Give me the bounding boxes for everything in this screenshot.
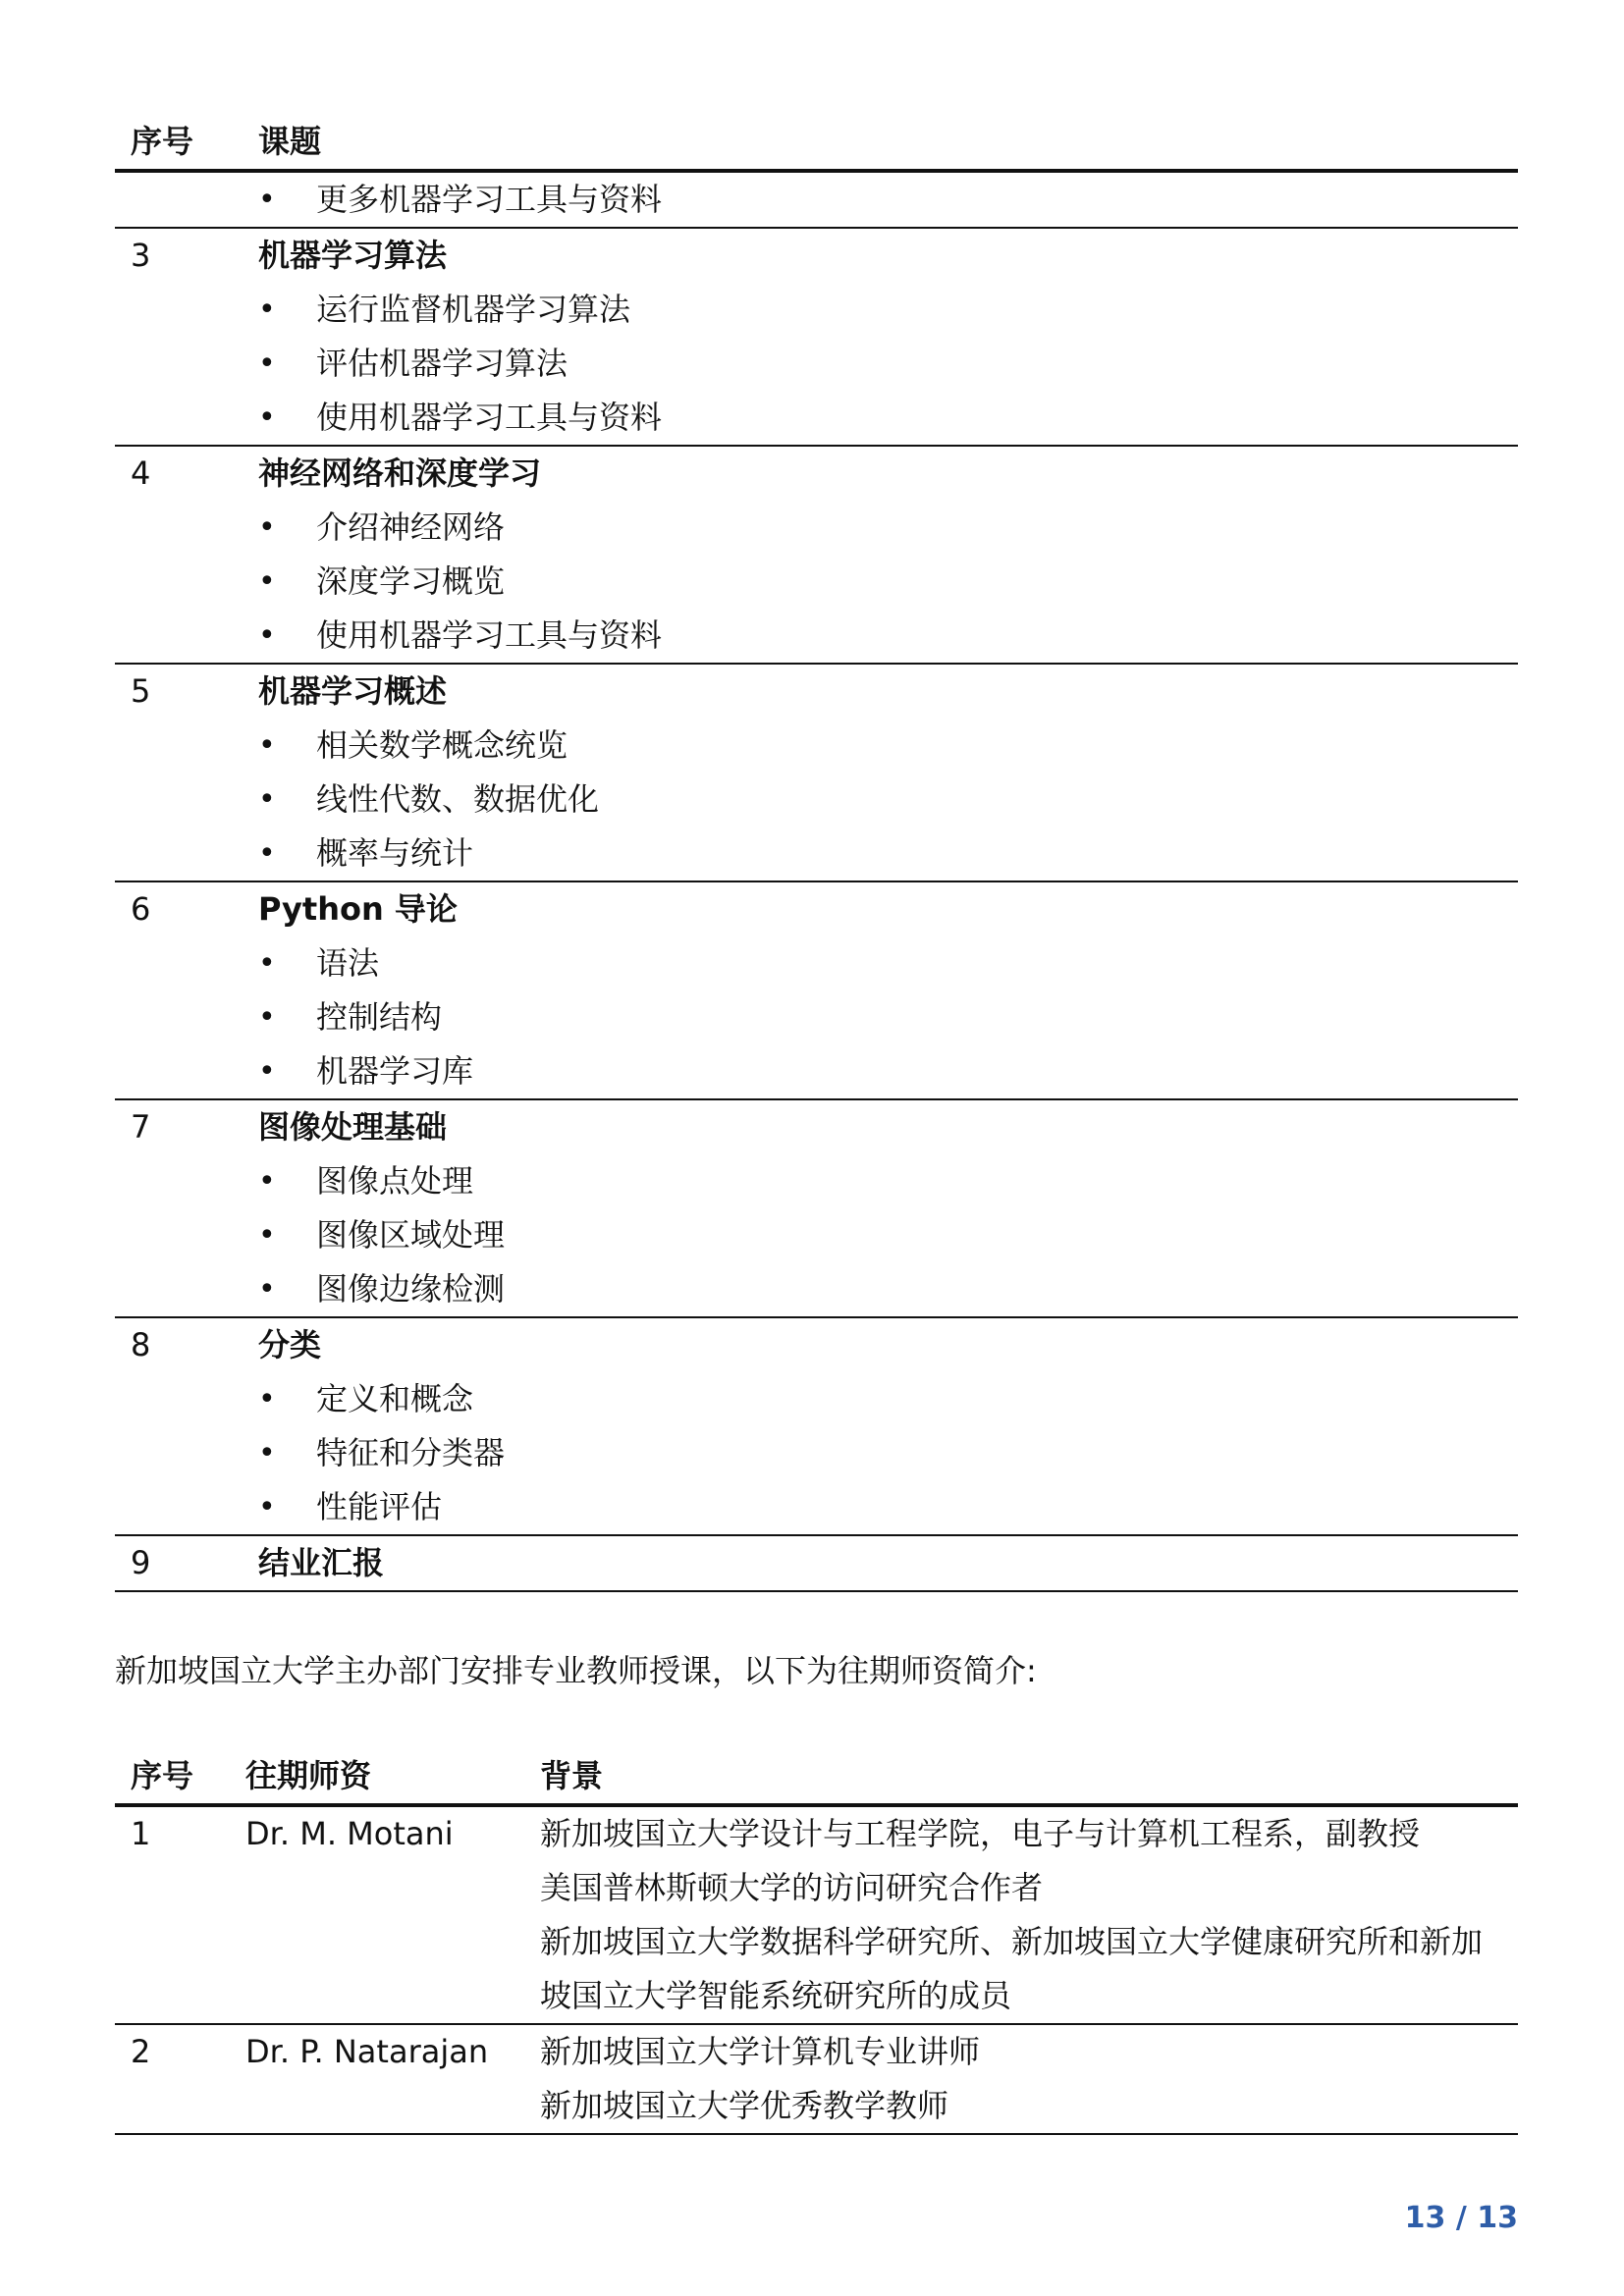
list-item-text: 概率与统计 xyxy=(316,834,474,872)
list-item xyxy=(115,283,1518,337)
list-item xyxy=(115,990,1518,1044)
list-item-text: 评估机器学习算法 xyxy=(316,345,568,382)
row-number: 9 xyxy=(131,1544,151,1581)
list-item-text: 更多机器学习工具与资料 xyxy=(316,181,663,218)
row-topic: 分类 xyxy=(258,1326,322,1363)
list-item xyxy=(115,1372,1518,1426)
background-line: 新加坡国立大学数据科学研究所、新加坡国立大学健康研究所和新加 xyxy=(540,1923,1484,1960)
list-item-text: 特征和分类器 xyxy=(316,1434,506,1471)
row-line xyxy=(115,2025,1518,2079)
list-item-text: 介绍神经网络 xyxy=(316,508,506,546)
list-item-text: 语法 xyxy=(316,944,380,982)
list-item xyxy=(115,173,1518,227)
table-header xyxy=(115,1752,1518,1807)
bullet-icon: • xyxy=(258,618,276,653)
background-line: 新加坡国立大学计算机专业讲师 xyxy=(540,2033,981,2070)
list-item-text: 机器学习库 xyxy=(316,1052,474,1090)
list-item-text: 控制结构 xyxy=(316,998,443,1036)
table-row xyxy=(115,1318,1518,1536)
row-line xyxy=(115,2079,1518,2133)
table-header xyxy=(115,118,1518,173)
bullet-icon: • xyxy=(258,1490,276,1524)
faculty-intro-text: 新加坡国立大学主办部门安排专业教师授课，以下为往期师资简介: xyxy=(115,1652,1037,1689)
teacher-name: Dr. P. Natarajan xyxy=(245,2033,489,2070)
background-line: 新加坡国立大学优秀教学教师 xyxy=(540,2087,949,2124)
row-line xyxy=(115,1861,1518,1915)
list-item xyxy=(115,1208,1518,1262)
row-line xyxy=(115,1915,1518,1969)
row-heading xyxy=(115,1100,1518,1154)
bullet-icon: • xyxy=(258,564,276,599)
table-row xyxy=(115,447,1518,665)
bullet-icon: • xyxy=(258,1272,276,1307)
header-num: 序号 xyxy=(131,123,194,160)
row-number: 4 xyxy=(131,454,151,492)
row-number: 3 xyxy=(131,237,151,274)
list-item xyxy=(115,1426,1518,1480)
bullet-icon: • xyxy=(258,836,276,871)
row-topic: 机器学习算法 xyxy=(258,237,448,274)
bullet-icon: • xyxy=(258,510,276,545)
header-teacher: 往期师资 xyxy=(245,1757,372,1794)
row-number: 5 xyxy=(131,672,151,710)
bullet-icon: • xyxy=(258,1382,276,1416)
list-item-text: 图像点处理 xyxy=(316,1162,474,1200)
list-item-text: 深度学习概览 xyxy=(316,562,506,600)
table-row xyxy=(115,1807,1518,2025)
row-topic: Python 导论 xyxy=(258,890,458,928)
table-row xyxy=(115,2025,1518,2135)
list-item xyxy=(115,501,1518,555)
table-row xyxy=(115,1100,1518,1318)
list-item-text: 图像边缘检测 xyxy=(316,1270,506,1308)
row-heading xyxy=(115,665,1518,719)
faculty-table xyxy=(115,1752,1518,2135)
list-item xyxy=(115,719,1518,773)
table-row xyxy=(115,229,1518,447)
row-number: 6 xyxy=(131,890,151,928)
background-line: 新加坡国立大学设计与工程学院，电子与计算机工程系，副教授 xyxy=(540,1815,1421,1852)
bullet-icon: • xyxy=(258,400,276,435)
row-number: 7 xyxy=(131,1108,151,1146)
list-item-text: 定义和概念 xyxy=(316,1380,474,1417)
bullet-icon: • xyxy=(258,1054,276,1089)
list-item xyxy=(115,936,1518,990)
bullet-icon: • xyxy=(258,946,276,981)
bullet-icon: • xyxy=(258,782,276,817)
bullet-icon: • xyxy=(258,728,276,763)
bullet-icon: • xyxy=(258,293,276,327)
header-background: 背景 xyxy=(540,1757,604,1794)
page-number: 13 / 13 xyxy=(1404,2201,1518,2235)
list-item xyxy=(115,827,1518,881)
list-item xyxy=(115,555,1518,609)
bullet-icon: • xyxy=(258,347,276,381)
list-item-text: 线性代数、数据优化 xyxy=(316,780,600,818)
row-number: 1 xyxy=(131,1815,151,1852)
row-heading xyxy=(115,1318,1518,1372)
list-item-text: 性能评估 xyxy=(316,1488,443,1525)
list-item-text: 使用机器学习工具与资料 xyxy=(316,616,663,654)
row-topic: 神经网络和深度学习 xyxy=(258,454,542,492)
header-num: 序号 xyxy=(131,1757,194,1794)
list-item-text: 相关数学概念统览 xyxy=(316,726,568,764)
list-item xyxy=(115,1262,1518,1316)
table-row xyxy=(115,1536,1518,1592)
row-number: 8 xyxy=(131,1326,151,1363)
course-topics-table xyxy=(115,118,1518,1592)
bullet-icon: • xyxy=(258,1164,276,1199)
bullet-icon: • xyxy=(258,1436,276,1470)
row-line xyxy=(115,1807,1518,1861)
list-item xyxy=(115,1044,1518,1098)
teacher-name: Dr. M. Motani xyxy=(245,1815,454,1852)
table-row-continuation xyxy=(115,173,1518,229)
bullet-icon: • xyxy=(258,1000,276,1035)
row-heading xyxy=(115,229,1518,283)
list-item-text: 使用机器学习工具与资料 xyxy=(316,399,663,436)
list-item xyxy=(115,337,1518,391)
list-item xyxy=(115,609,1518,663)
row-topic: 机器学习概述 xyxy=(258,672,448,710)
row-number: 2 xyxy=(131,2033,151,2070)
row-line xyxy=(115,1969,1518,2023)
table-row xyxy=(115,882,1518,1100)
row-heading xyxy=(115,447,1518,501)
row-topic: 结业汇报 xyxy=(258,1544,385,1581)
list-item xyxy=(115,1154,1518,1208)
row-topic: 图像处理基础 xyxy=(258,1108,448,1146)
row-heading xyxy=(115,1536,1518,1590)
background-line: 美国普林斯顿大学的访问研究合作者 xyxy=(540,1869,1044,1906)
background-line: 坡国立大学智能系统研究所的成员 xyxy=(540,1977,1012,2014)
bullet-icon: • xyxy=(258,183,276,217)
row-heading xyxy=(115,882,1518,936)
header-topic: 课题 xyxy=(258,123,322,160)
list-item xyxy=(115,391,1518,445)
list-item xyxy=(115,773,1518,827)
table-row xyxy=(115,665,1518,882)
bullet-icon: • xyxy=(258,1218,276,1253)
list-item xyxy=(115,1480,1518,1534)
list-item-text: 图像区域处理 xyxy=(316,1216,506,1254)
list-item-text: 运行监督机器学习算法 xyxy=(316,291,631,328)
